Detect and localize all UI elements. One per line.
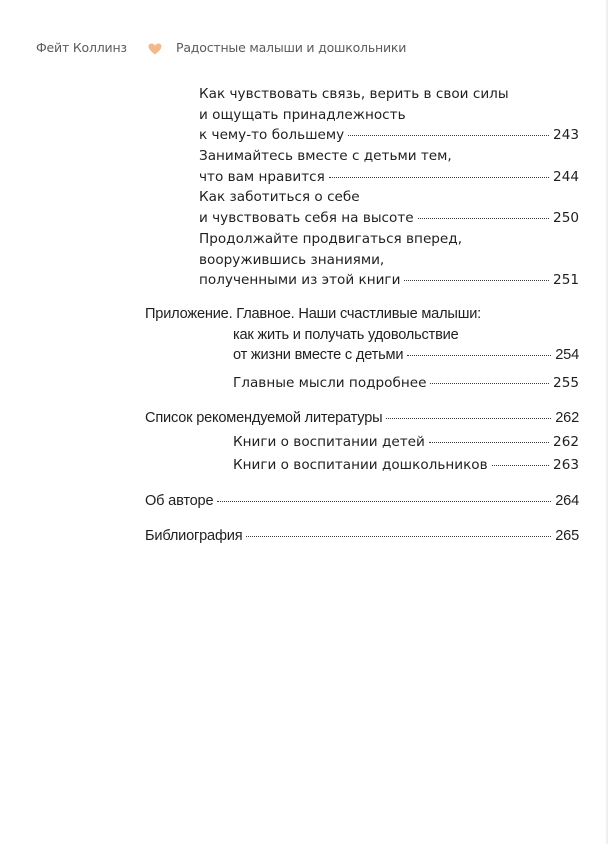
- toc-entry-text: вооружившись знаниями,: [199, 251, 385, 268]
- toc-entry[interactable]: [199, 229, 579, 291]
- page-number: 254: [555, 347, 579, 363]
- dot-leader: [404, 280, 549, 281]
- toc-entry-text: полученными из этой книги: [199, 272, 401, 288]
- toc-entry-text: Как чувствовать связь, верить в свои силы: [199, 86, 509, 102]
- dot-leader: [246, 536, 551, 537]
- page-number: 262: [555, 410, 579, 426]
- toc-entry-text: что вам нравится: [199, 168, 325, 185]
- toc-entry-text: Занимайтесь вместе с детьми тем,: [199, 148, 452, 164]
- heart-icon: [148, 43, 162, 55]
- dot-leader: [418, 218, 549, 219]
- page-number: 250: [553, 209, 579, 226]
- dot-leader: [429, 442, 549, 443]
- toc-entry[interactable]: [199, 187, 579, 228]
- heart-shape: [149, 44, 162, 55]
- dot-leader: [430, 383, 549, 384]
- dot-leader: [217, 501, 551, 502]
- toc-entry-text: Книги о воспитании дошкольников: [233, 457, 488, 473]
- toc-entry-text: Приложение. Главное. Наши счастливые малыши:: [145, 306, 482, 322]
- toc-entry[interactable]: [233, 455, 579, 476]
- page-number: 255: [553, 375, 579, 391]
- page-number: 251: [553, 272, 579, 288]
- dot-leader: [348, 135, 549, 136]
- toc-entry-text: от жизни вместе с детьми: [233, 347, 404, 363]
- toc-entry[interactable]: [145, 304, 579, 366]
- toc-entry-text: Библиография: [145, 528, 243, 544]
- toc-entry[interactable]: [233, 373, 579, 394]
- toc-entry-text: Продолжайте продвигаться вперед,: [199, 231, 463, 247]
- toc-entry[interactable]: [199, 146, 579, 187]
- page-number: 244: [553, 168, 579, 185]
- header-author: Фейт Коллинз: [36, 40, 127, 55]
- toc-entry-text: Книги о воспитании детей: [233, 434, 425, 450]
- page-number: 262: [553, 434, 579, 450]
- toc-entry[interactable]: [145, 491, 579, 512]
- toc-entry-text: Главные мысли подробнее: [233, 375, 427, 391]
- toc-entry[interactable]: [233, 432, 579, 453]
- page-number: 243: [553, 127, 579, 143]
- toc-entry-text: к чему-то большему: [199, 127, 345, 143]
- toc-entry-text: Об авторе: [145, 493, 214, 509]
- toc-entry-text: Список рекомендуемой литературы: [145, 410, 383, 426]
- toc-entry-text: и ощущать принадлежность: [199, 106, 406, 123]
- dot-leader: [492, 465, 549, 466]
- page-number: 265: [555, 528, 579, 544]
- toc-entry[interactable]: [145, 526, 579, 547]
- dot-leader: [386, 418, 551, 419]
- toc-entry-text: как жить и получать удовольствие: [233, 326, 459, 343]
- dot-leader: [329, 177, 549, 178]
- header-book-title: Радостные малыши и дошкольники: [176, 40, 407, 55]
- toc-entry[interactable]: [145, 408, 579, 429]
- toc-entry-text: Как заботиться о себе: [199, 189, 360, 205]
- page-number: 264: [555, 493, 579, 509]
- dot-leader: [407, 355, 551, 356]
- toc-entry[interactable]: [199, 84, 579, 146]
- page-number: 263: [553, 457, 579, 473]
- toc-entry-text: и чувствовать себя на высоте: [199, 209, 414, 226]
